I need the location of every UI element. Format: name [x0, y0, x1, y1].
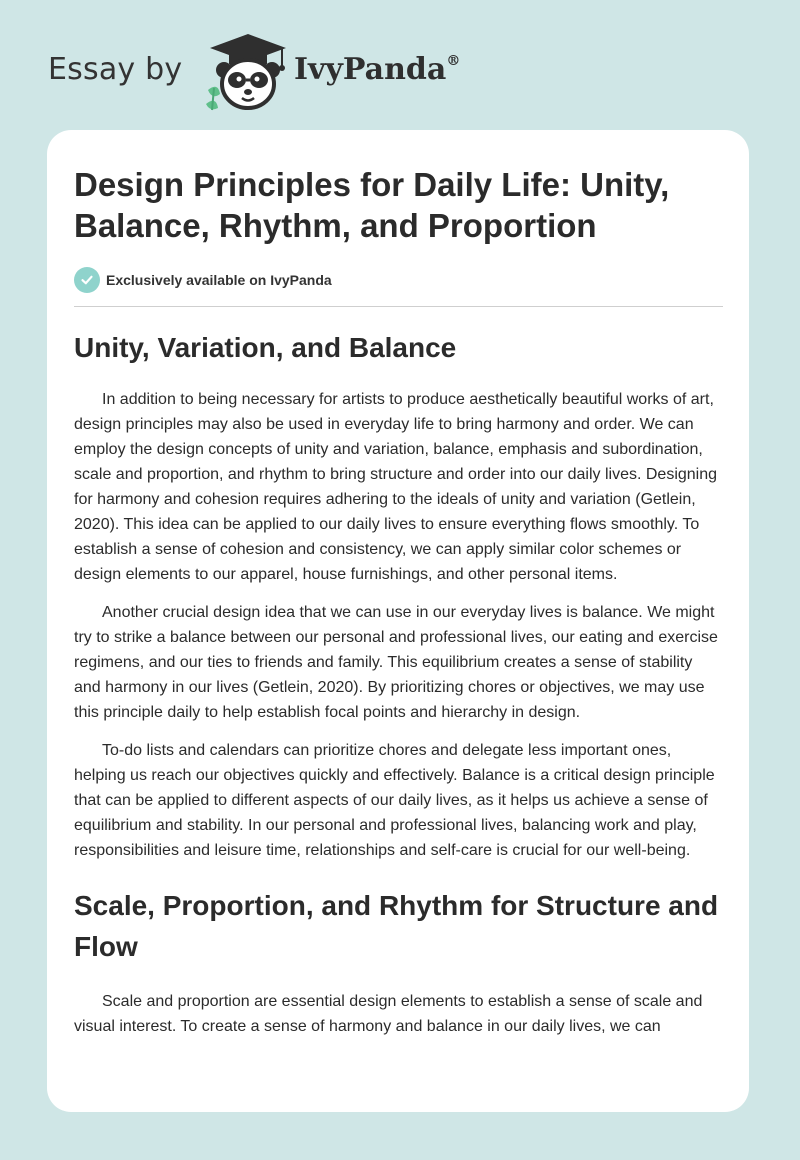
article-title: Design Principles for Daily Life: Unity, Balance, Rhythm, and Proportion — [74, 166, 670, 244]
brand-text: IvyPanda — [294, 52, 447, 87]
check-icon — [74, 267, 100, 293]
section-heading: Unity, Variation, and Balance — [74, 332, 457, 363]
paragraph: Scale and proportion are essential design elements to establish a sense of scale and visual interest. To create a sense of harmony and balance in our daily lives, we can — [74, 993, 703, 1035]
ivypanda-logo-icon[interactable] — [202, 32, 294, 112]
paragraph: Another crucial design idea that we can use in our everyday lives is balance. We might try to strike a balance between our personal and professional lives, our eating and exercise regimens, and our ties to friends and family. This equilibrium creates a sense of stability and harmony in our lives (Getlein, 2020). By prioritizing chores or objectives, we may use this principle daily to help establish focal points and hierarchy in design. — [74, 604, 718, 721]
paragraph: To-do lists and calendars can prioritize chores and delegate less important ones, helping us reach our objectives quickly and effectively. Balance is a critical design principle that can be applied to different aspects of our daily lives, as it helps us achieve a sense of equilibrium and stability. In our personal and professional lives, balancing work and play, responsibilities and leisure time, relationships and self-care is crucial for our well-being. — [74, 742, 715, 859]
divider — [74, 306, 723, 307]
exclusive-label: Exclusively available on IvyPanda — [106, 272, 332, 288]
brand-name[interactable] — [294, 52, 460, 87]
registered-mark: ® — [446, 53, 461, 69]
section-heading: Scale, Proportion, and Rhythm for Structure and Flow — [74, 890, 719, 962]
essay-by-label: Essay by — [48, 52, 183, 87]
article-card — [47, 130, 749, 1112]
site-header — [48, 30, 468, 112]
paragraph: In addition to being necessary for artists to produce aesthetically beautiful works of art, design principles may also be used in everyday life to bring harmony and order. We can employ the design concepts of unity and variation, balance, emphasis and subordination, scale and proportion, and rhythm to bring structure and order into our daily lives. Designing for harmony and cohesion requires adhering to the ideals of unity and variation (Getlein, 2020). This idea can be applied to our daily lives to ensure everything flows smoothly. To establish a sense of cohesion and consistency, we can apply similar color schemes or design elements to our apparel, house furnishings, and other personal items. — [74, 391, 718, 583]
exclusive-badge — [74, 266, 723, 294]
